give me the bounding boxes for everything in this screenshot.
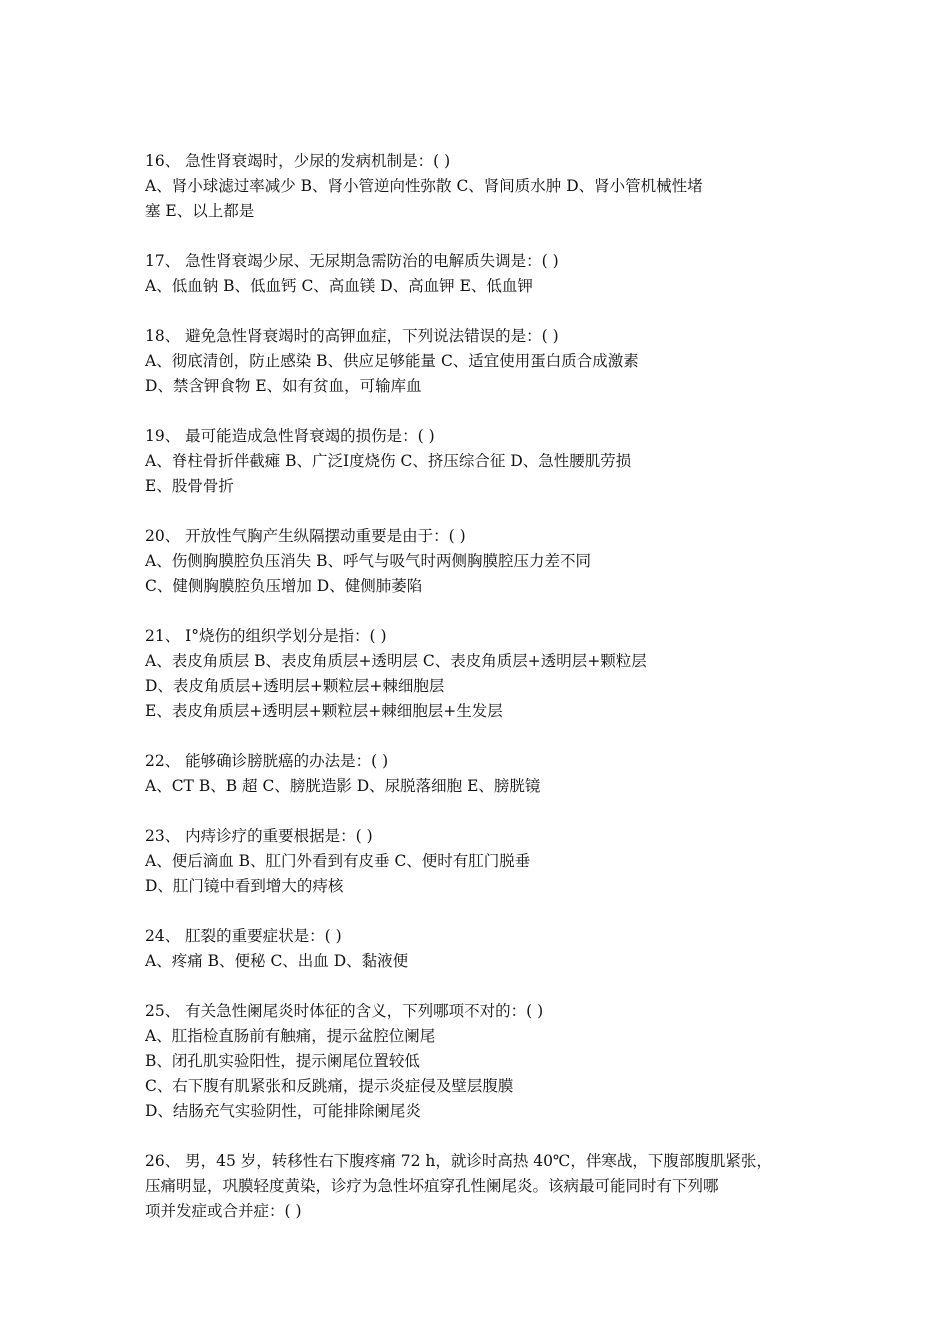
question-26-stem-line-2: 压痛明显，巩膜轻度黄染，诊疗为急性坏疽穿孔性阑尾炎。该病最可能同时有下列哪 [145,1177,719,1195]
question-17-options-line-1: A、低血钠 B、低血钙 C、高血镁 D、高血钾 E、低血钾 [145,277,533,295]
question-20-options-line-1: A、伤侧胸膜腔负压消失 B、呼气与吸气时两侧胸膜腔压力差不同 [145,552,592,570]
question-18 [145,324,825,399]
question-19 [145,424,825,499]
question-25 [145,999,825,1124]
question-23-options-line-2: D、肛门镜中看到增大的痔核 [145,877,344,895]
question-21-options-line-2: D、表皮角质层+透明层+颗粒层+棘细胞层 [145,677,445,695]
question-22-stem: 22、 能够确诊膀胱癌的办法是：( ) [145,752,389,770]
question-22-options-line-1: A、CT B、B 超 C、膀胱造影 D、尿脱落细胞 E、膀胱镜 [145,777,541,795]
question-19-stem: 19、 最可能造成急性肾衰竭的损伤是：( ) [145,427,435,445]
question-25-option-a: A、肛指检直肠前有触痛，提示盆腔位阑尾 [145,1027,436,1045]
question-17 [145,249,825,299]
question-24-stem: 24、 肛裂的重要症状是：( ) [145,927,342,945]
question-25-stem: 25、 有关急性阑尾炎时体征的含义，下列哪项不对的：( ) [145,1002,544,1020]
question-18-options-line-2: D、禁含钾食物 E、如有贫血，可输库血 [145,377,422,395]
question-20-stem: 20、 开放性气胸产生纵隔摆动重要是由于：( ) [145,527,466,545]
question-26-stem-line-3: 项并发症或合并症：( ) [145,1202,302,1220]
question-26 [145,1149,825,1224]
question-21-stem: 21、 Ⅰ°烧伤的组织学划分是指：( ) [145,627,387,645]
question-23 [145,824,825,899]
question-25-option-b: B、闭孔肌实验阳性，提示阑尾位置较低 [145,1052,420,1070]
question-21-options-line-1: A、表皮角质层 B、表皮角质层+透明层 C、表皮角质层+透明层+颗粒层 [145,652,647,670]
question-24 [145,924,825,974]
question-18-options-line-1: A、彻底清创，防止感染 B、供应足够能量 C、适宜使用蛋白质合成激素 [145,352,639,370]
question-21 [145,624,825,724]
question-25-option-d: D、结肠充气实验阴性，可能排除阑尾炎 [145,1102,421,1120]
question-20-options-line-2: C、健侧胸膜腔负压增加 D、健侧肺萎陷 [145,577,423,595]
question-16-options-line-2: 塞 E、以上都是 [145,202,255,220]
question-26-stem-line-1: 26、 男，45 岁，转移性右下腹疼痛 72 h，就诊时高热 40℃，伴寒战，下腹部腹肌紧张， [145,1152,772,1170]
question-17-stem: 17、 急性肾衰竭少尿、无尿期急需防治的电解质失调是：( ) [145,252,559,270]
question-19-options-line-1: A、脊柱骨折伴截瘫 B、广泛Ⅰ度烧伤 C、挤压综合征 D、急性腰肌劳损 [145,452,632,470]
question-16 [145,149,825,224]
question-18-stem: 18、 避免急性肾衰竭时的高钾血症，下列说法错误的是：( ) [145,327,559,345]
question-24-options-line-1: A、疼痛 B、便秘 C、出血 D、黏液便 [145,952,409,970]
question-23-options-line-1: A、便后滴血 B、肛门外看到有皮垂 C、便时有肛门脱垂 [145,852,531,870]
question-20 [145,524,825,599]
question-16-options-line-1: A、肾小球滤过率减少 B、肾小管逆向性弥散 C、肾间质水肿 D、肾小管机械性堵 [145,177,703,195]
question-22 [145,749,825,799]
question-21-options-line-3: E、表皮角质层+透明层+颗粒层+棘细胞层+生发层 [145,702,503,720]
question-16-stem: 16、 急性肾衰竭时，少尿的发病机制是：( ) [145,152,451,170]
question-23-stem: 23、 内痔诊疗的重要根据是：( ) [145,827,373,845]
question-19-options-line-2: E、股骨骨折 [145,477,234,495]
document-page [145,149,825,1249]
question-25-option-c: C、右下腹有肌紧张和反跳痛，提示炎症侵及壁层腹膜 [145,1077,514,1095]
